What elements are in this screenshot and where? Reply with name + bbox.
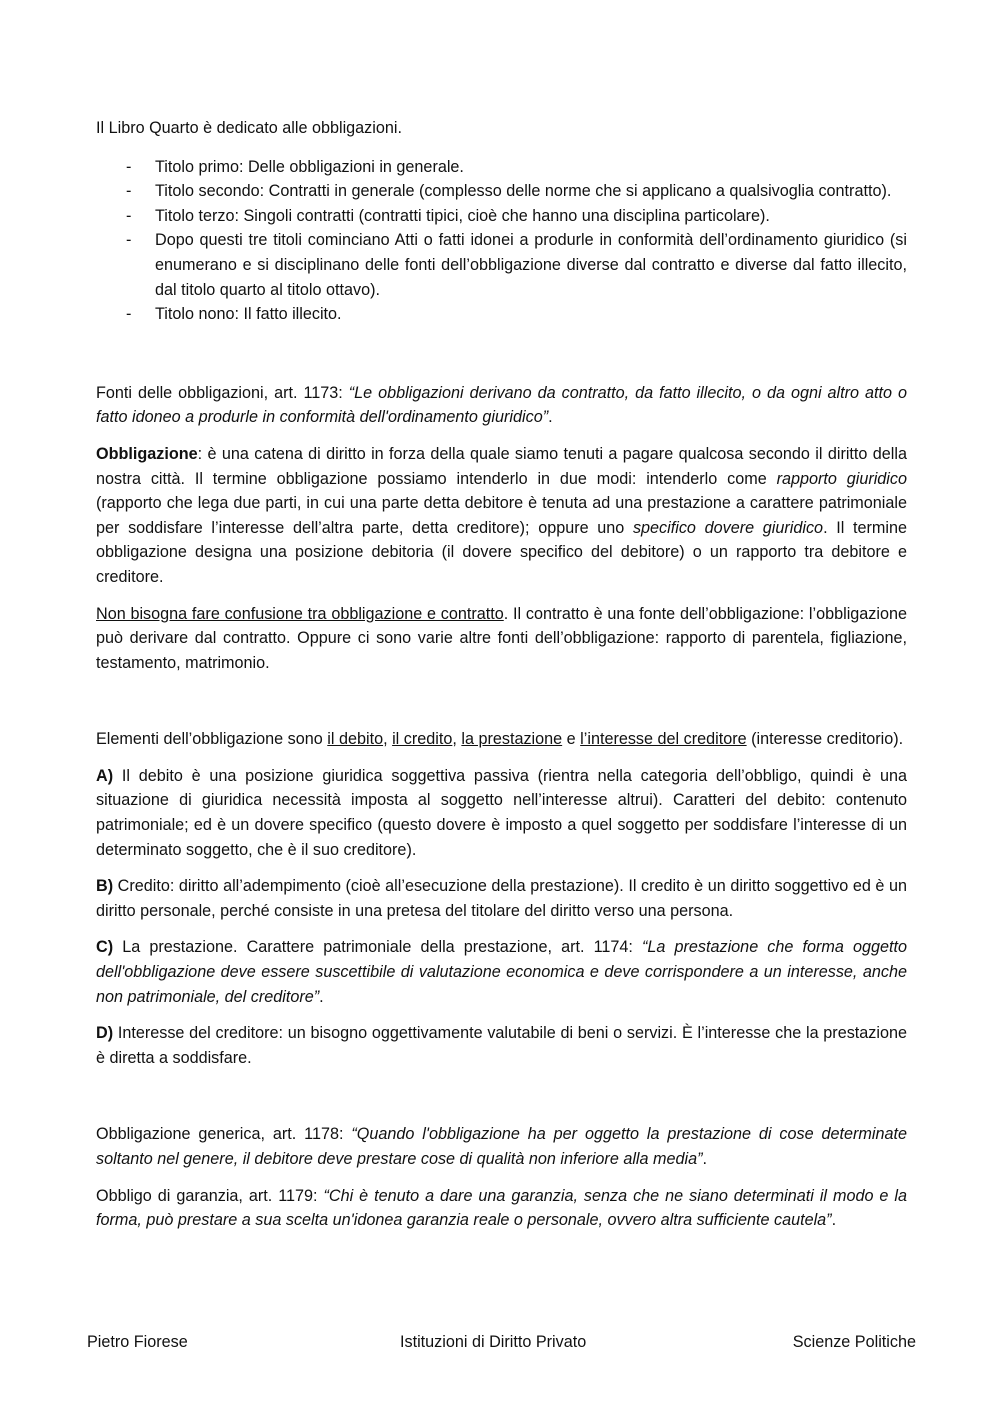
- garanzia-paragraph: Obbligo di garanzia, art. 1179: “Chi è tenuto a dare una garanzia, senza che ne siano determinati il modo e la forma, può prestare a sua scelta un'idonea garanzia reale o personale, ovvero altra sufficiente cautela”.: [96, 1186, 907, 1230]
- list-item-text: Titolo primo: Delle obbligazioni in generale.: [155, 157, 464, 176]
- list-item: [96, 179, 907, 204]
- obbligazione-paragraph: Obbligazione: è una catena di diritto in forza della quale siamo tenuti a pagare qualcosa secondo il diritto della nostra città. Il termine obbligazione possiamo intenderlo in due modi: intenderlo come rapporto giuridico (rapporto che lega due parti, in cui una parte detta debitore è tenuta ad una prestazione a carattere patrimoniale per soddisfare l’interesse dell’altra parte, detta creditore); oppure uno specifico dovere giuridico. Il termine obbligazione designa una posizione debitoria (il dovere specifico del debitore) o un rapporto tra debitore e creditore.: [96, 444, 908, 586]
- fonti-paragraph: Fonti delle obbligazioni, art. 1173: “Le obbligazioni derivano da contratto, da fatto illecito, o da ogni altro atto o fatto idoneo a produrle in conformità dell'ordinamento giuridico”.: [96, 383, 907, 427]
- obbligazione-term: Obbligazione: [96, 444, 198, 463]
- paragraph-d: D) Interesse del creditore: un bisogno oggettivamente valutabile di beni o servizi. È l’interesse che la prestazione è diretta a soddisfare.: [96, 1024, 907, 1067]
- paragraph-b: B) Credito: diritto all’adempimento (cioè all’esecuzione della prestazione). Il credito è un diritto soggettivo ed è un diritto personale, perché consiste in una pretesa del titolare del diritto verso una persona.: [96, 877, 907, 920]
- list-item: [96, 228, 907, 302]
- list-item-text: Titolo secondo: Contratti in generale (complesso delle norme che si applicano a qualsivoglia contratto).: [155, 182, 892, 201]
- list-item: [96, 302, 907, 327]
- art-1173-quote: “Le obbligazioni derivano da contratto, da fatto illecito, o da ogni altro atto o fatto idoneo a produrle in conformità dell'ordinamento giuridico”: [96, 383, 907, 427]
- list-item-text: Titolo terzo: Singoli contratti (contratti tipici, cioè che hanno una disciplina particolare).: [155, 206, 770, 225]
- footer-course: Istituzioni di Diritto Privato: [400, 1333, 587, 1351]
- elementi-paragraph: Elementi dell’obbligazione sono il debito, il credito, la prestazione e l’interesse del creditore (interesse creditorio).: [96, 730, 904, 749]
- confusione-paragraph: Non bisogna fare confusione tra obbligazione e contratto. Il contratto è una fonte dell’obbligazione: l’obbligazione può derivare dal contratto. Oppure ci sono varie altre fonti dell’obbligazione: rapporto di parentela, figliazione, testamento, matrimonio.: [96, 604, 908, 672]
- bullet-dash: -: [126, 157, 132, 176]
- art-1178-quote: “Quando l'obbligazione ha per oggetto la prestazione di cose determinate soltanto nel genere, il debitore deve prestare cose di qualità non inferiore alla media”: [96, 1125, 907, 1168]
- bullet-dash: -: [126, 231, 132, 250]
- titles-list: [96, 155, 907, 327]
- page-footer: [87, 1333, 916, 1355]
- list-item-text: Dopo questi tre titoli cominciano Atti o fatti idonei a produrle in conformità dell’ordinamento giuridico (si enumerano e si disciplinano delle fonti dell’obbligazione diverse dal contratto e diverse dal fatto illecito, dal titolo quarto al titolo ottavo).: [155, 231, 907, 299]
- bullet-dash: -: [126, 305, 132, 324]
- list-item-text: Titolo nono: Il fatto illecito.: [155, 305, 342, 324]
- paragraph-c: C) La prestazione. Carattere patrimoniale della prestazione, art. 1174: “La prestazione che forma oggetto dell'obbligazione deve essere suscettibile di valutazione economica e deve corrispondere a un interesse, anche non patrimoniale, del creditore”.: [96, 938, 908, 1006]
- bullet-dash: -: [126, 182, 132, 201]
- art-1179-quote: “Chi è tenuto a dare una garanzia, senza che ne siano determinati il modo e la forma, può prestare a sua scelta un'idonea garanzia reale o personale, ovvero altra sufficiente cautela”: [96, 1186, 907, 1230]
- generica-paragraph: Obbligazione generica, art. 1178: “Quando l'obbligazione ha per oggetto la prestazione di cose determinate soltanto nel genere, il debitore deve prestare cose di qualità non inferiore alla media”.: [96, 1125, 907, 1168]
- art-1174-quote: “La prestazione che forma oggetto dell'obbligazione deve essere suscettibile di valutazione economica e deve corrispondere a un interesse, anche non patrimoniale, del creditore”: [96, 938, 908, 1006]
- footer-author: Pietro Fiorese: [87, 1333, 188, 1351]
- bullet-dash: -: [126, 206, 132, 225]
- paragraph-a: A) Il debito è una posizione giuridica soggettiva passiva (rientra nella categoria dell’obbligo, quindi è una situazione di giuridica necessità imposta al soggetto nell’interesse altrui). Caratteri del debito: contenuto patrimoniale; ed è un dovere specifico (questo dovere è imposto a quel soggetto per soddisfare l’interesse di un determinato soggetto, che è il suo creditore).: [96, 766, 907, 859]
- document-body: [96, 116, 907, 1233]
- list-item: [96, 155, 907, 180]
- intro-paragraph: Il Libro Quarto è dedicato alle obbligazioni.: [96, 119, 402, 137]
- list-item: [96, 204, 907, 229]
- footer-faculty: Scienze Politiche: [792, 1333, 916, 1351]
